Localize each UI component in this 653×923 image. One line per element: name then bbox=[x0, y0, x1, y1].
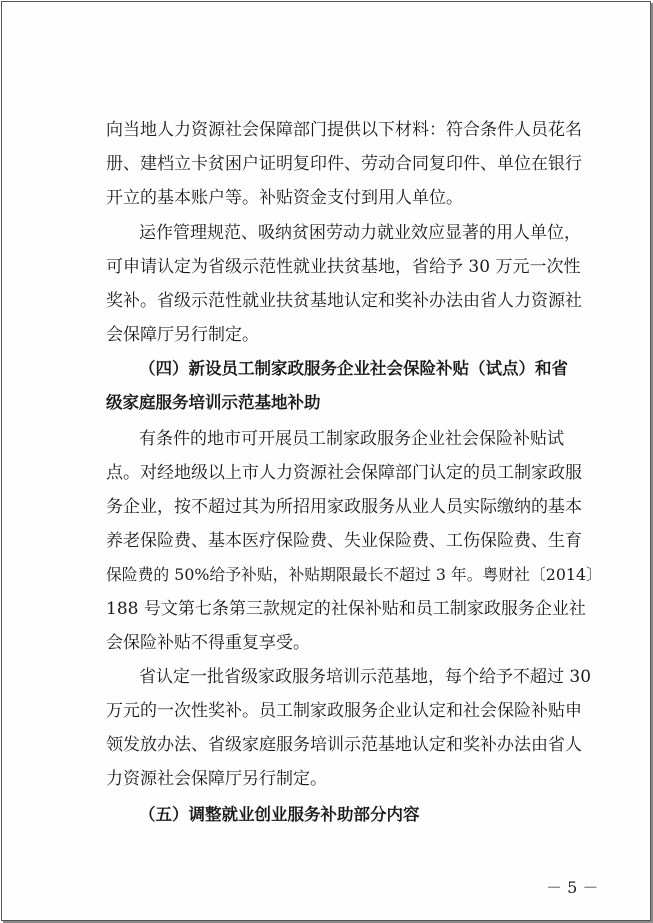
text-line: 会保险补贴不得重复享受。 bbox=[106, 633, 310, 653]
page-number: － 5 － bbox=[546, 878, 599, 897]
section-heading: （四）新设员工制家政服务企业社会保险补贴（试点）和省 bbox=[139, 359, 568, 378]
text-line: 有条件的地市可开展员工制家政服务企业社会保险补贴试 bbox=[139, 429, 564, 449]
text-line: 万元的一次性奖补。员工制家政服务企业认定和社会保险补贴申 bbox=[106, 701, 582, 721]
text-line: 运作管理规范、吸纳贫困劳动力就业效应显著的用人单位， bbox=[139, 223, 581, 243]
text-line: 养老保险费、基本医疗保险费、失业保险费、工伤保险费、生育 bbox=[106, 531, 582, 551]
text-line: 省认定一批省级家政服务培训示范基地，每个给予不超过 30 bbox=[139, 667, 592, 687]
text-line: 开立的基本账户等。补贴资金支付到用人单位。 bbox=[106, 188, 463, 208]
section-heading: 级家庭服务培训示范基地补助 bbox=[106, 393, 321, 412]
text-line: 册、建档立卡贫困户证明复印件、劳动合同复印件、单位在银行 bbox=[106, 154, 582, 174]
text-line: 会保障厅另行制定。 bbox=[106, 325, 259, 345]
text-line: 奖补。省级示范性就业扶贫基地认定和奖补办法由省人力资源社 bbox=[106, 291, 582, 311]
text-line: 力资源社会保障厅另行制定。 bbox=[106, 769, 327, 789]
text-line: 188 号文第七条第三款规定的社保补贴和员工制家政服务企业社 bbox=[106, 599, 586, 619]
document-body bbox=[2, 2, 650, 920]
section-heading: （五）调整就业创业服务补助部分内容 bbox=[139, 805, 420, 824]
text-line: 保险费的 50%给予补贴，补贴期限最长不超过 3 年。粤财社〔2014〕 bbox=[106, 565, 602, 584]
text-line: 务企业，按不超过其为所招用家政服务从业人员实际缴纳的基本 bbox=[106, 497, 582, 517]
text-line: 可申请认定为省级示范性就业扶贫基地，省给予 30 万元一次性 bbox=[106, 257, 581, 277]
text-line: 向当地人力资源社会保障部门提供以下材料：符合条件人员花名 bbox=[106, 120, 582, 140]
text-line: 点。对经地级以上市人力资源社会保障部门认定的员工制家政服 bbox=[106, 463, 582, 483]
document-page bbox=[1, 1, 651, 921]
text-line: 领发放办法、省级家庭服务培训示范基地认定和奖补办法由省人 bbox=[106, 735, 582, 755]
